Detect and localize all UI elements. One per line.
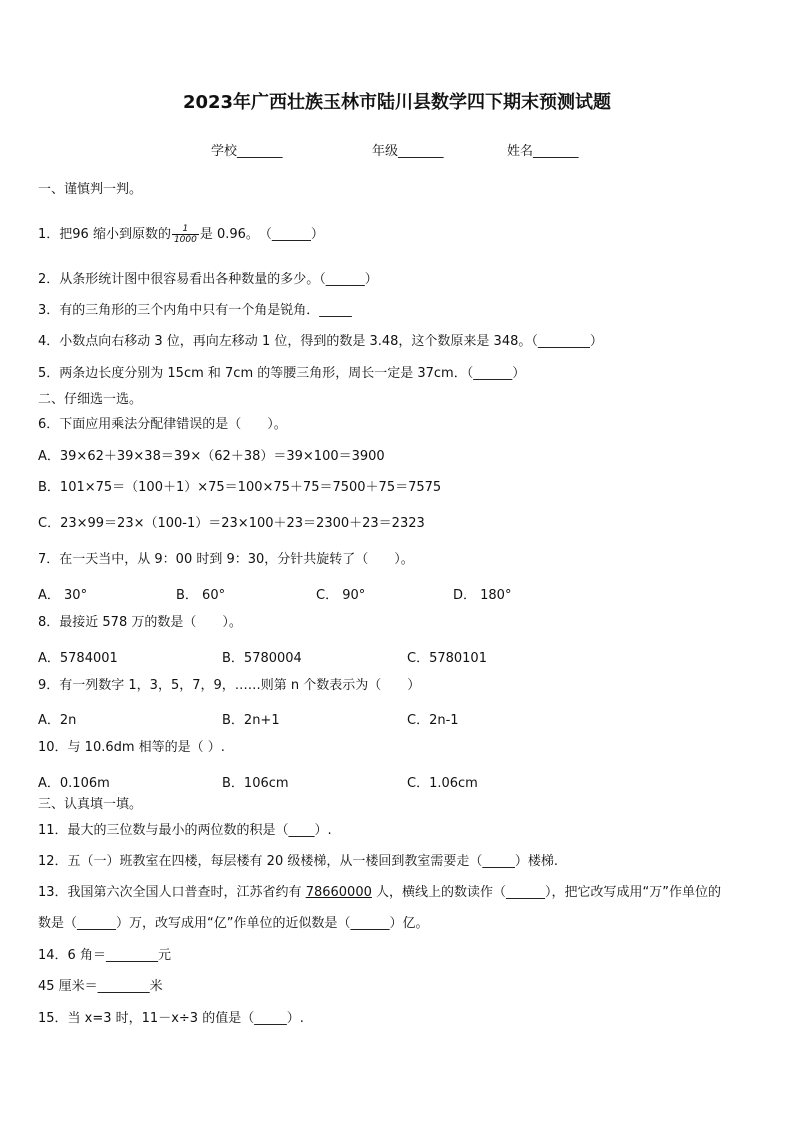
question-8-option-a: A．5784001 <box>38 651 118 666</box>
question-13-line-2: 数是（______）万，改写成用“亿”作单位的近似数是（______）亿。 <box>38 916 429 931</box>
question-6-option-b: B．101×75＝（100＋1）×75＝100×75＋75＝7500＋75＝7575 <box>38 480 442 495</box>
question-9-option-a: A．2n <box>38 713 77 728</box>
question-1-pre: 1．把96 缩小到原数的 <box>38 227 171 242</box>
question-1 <box>38 224 324 245</box>
question-13-post: 人，横线上的数读作（______），把它改写成用“万”作单位的 <box>371 885 721 900</box>
question-10: 10．与 10.6dm 相等的是（ ）. <box>38 740 225 755</box>
question-12: 12．五（一）班教室在四楼，每层楼有 20 级楼梯，从一楼回到教室需要走（_____）楼梯. <box>38 854 558 869</box>
question-13 <box>38 885 721 901</box>
question-2: 2．从条形统计图中很容易看出各种数量的多少。（______） <box>38 272 378 287</box>
question-8-option-c: C．5780101 <box>407 651 487 666</box>
question-7: 7．在一天当中，从 9：00 时到 9：30，分针共旋转了（ ）。 <box>38 552 414 567</box>
question-6-option-a: A．39×62＋39×38＝39×（62＋38）＝39×100＝3900 <box>38 449 385 464</box>
question-9-option-b: B．2n+1 <box>222 713 280 728</box>
question-8: 8．最接近 578 万的数是（ ）。 <box>38 615 242 630</box>
question-7-option-c: C． 90° <box>316 588 366 603</box>
question-6-option-c: C．23×99＝23×（100-1）＝23×100＋23＝2300＋23＝2323 <box>38 516 425 531</box>
question-6: 6．下面应用乘法分配律错误的是（ ）。 <box>38 417 287 432</box>
question-4: 4．小数点向右移动 3 位，再向左移动 1 位，得到的数是 3.48，这个数原来是 348。（________） <box>38 334 603 349</box>
section-heading-3: 三、认真填一填。 <box>38 797 143 812</box>
exam-title: 2023年广西壮族玉林市陆川县数学四下期末预测试题 <box>182 92 612 113</box>
question-14: 14．6 角＝________元 <box>38 948 171 963</box>
question-7-option-a: A． 30° <box>38 588 88 603</box>
question-7-option-d: D． 180° <box>453 588 512 603</box>
question-14-part-2: 45 厘米＝________米 <box>38 979 163 994</box>
population-number: 78660000 <box>305 885 372 900</box>
question-10-option-c: C．1.06cm <box>407 776 478 791</box>
grade-field: 年级_______ <box>372 144 444 159</box>
section-heading-2: 二、仔细选一选。 <box>38 392 143 407</box>
fraction-numerator: 1 <box>172 224 199 235</box>
fraction-denominator: 1000 <box>173 235 197 245</box>
question-13-pre: 13．我国第六次全国人口普查时，江苏省约有 <box>38 885 306 900</box>
question-15: 15．当 x=3 时，11－x÷3 的值是（_____）. <box>38 1011 304 1026</box>
question-9: 9．有一列数字 1，3，5，7，9，……则第 n 个数表示为（ ） <box>38 678 421 693</box>
question-9-option-c: C．2n-1 <box>407 713 459 728</box>
question-5: 5．两条边长度分别为 15cm 和 7cm 的等腰三角形，周长一定是 37cm．（______） <box>38 366 526 381</box>
question-3: 3．有的三角形的三个内角中只有一个角是锐角．_____ <box>38 303 352 318</box>
question-7-option-b: B． 60° <box>176 588 226 603</box>
question-11: 11．最大的三位数与最小的两位数的积是（____）. <box>38 823 332 838</box>
question-8-option-b: B．5780004 <box>222 651 302 666</box>
name-field: 姓名_______ <box>507 144 579 159</box>
question-10-option-b: B．106cm <box>222 776 289 791</box>
question-10-option-a: A．0.106m <box>38 776 110 791</box>
question-1-post: 是 0.96。 （______） <box>199 227 324 242</box>
school-field: 学校_______ <box>211 144 283 159</box>
section-heading-1: 一、谨慎判一判。 <box>38 182 143 197</box>
fraction <box>172 224 199 245</box>
